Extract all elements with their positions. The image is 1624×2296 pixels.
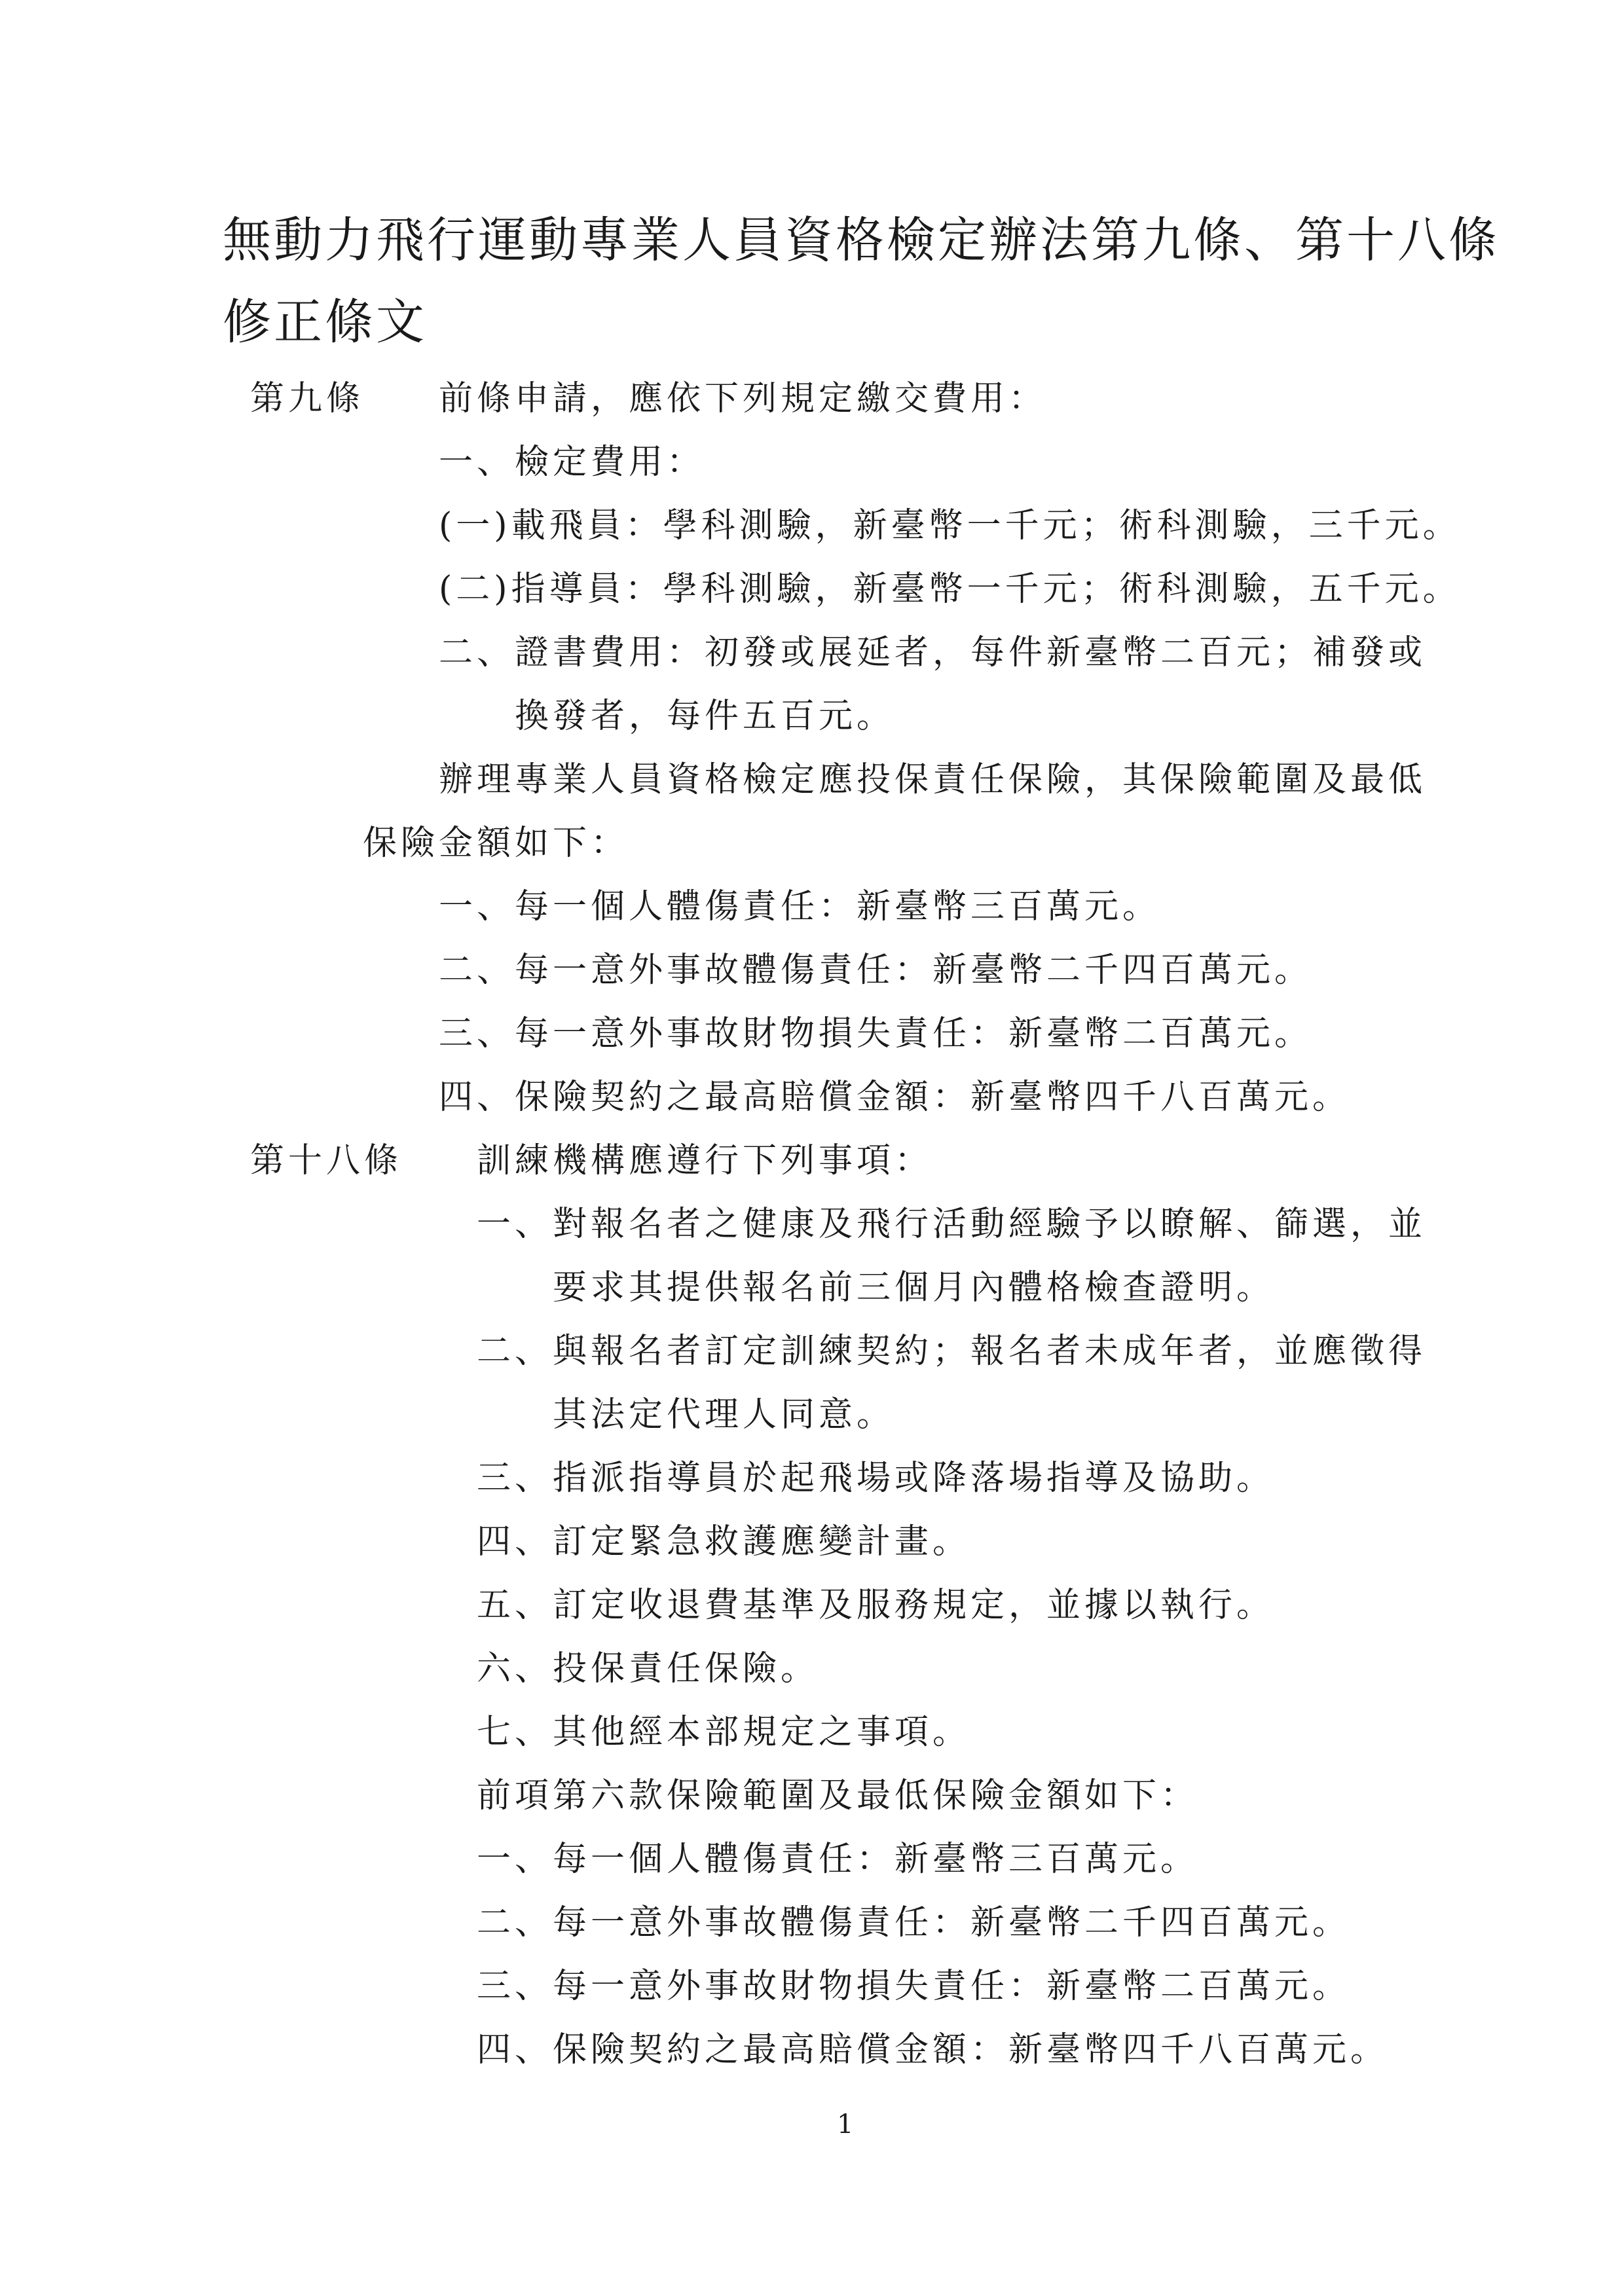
insurance-item-3: 三、每一意外事故財物損失責任：新臺幣二百萬元。 — [439, 1014, 1313, 1053]
fee-item-1: 一、檢定費用： — [439, 443, 705, 482]
insurance-item-1: 一、每一個人體傷責任：新臺幣三百萬元。 — [439, 887, 1161, 926]
duty-item-7: 七、其他經本部規定之事項。 — [477, 1713, 971, 1752]
insurance-item-4: 四、保險契約之最高賠償金額：新臺幣四千八百萬元。 — [477, 2030, 1389, 2069]
insurance-item-2: 二、每一意外事故體傷責任：新臺幣二千四百萬元。 — [439, 951, 1313, 990]
article-18-label: 第十八條 — [250, 1141, 403, 1180]
insurance-item-2: 二、每一意外事故體傷責任：新臺幣二千四百萬元。 — [477, 1903, 1351, 1942]
fee-item-1-2: (二)指導員：學科測驗，新臺幣一千元；術科測驗，五千元。 — [439, 570, 1461, 609]
article-18-intro: 訓練機構應遵行下列事項： — [477, 1141, 933, 1180]
insurance-item-4: 四、保險契約之最高賠償金額：新臺幣四千八百萬元。 — [439, 1078, 1351, 1117]
insurance-item-3: 三、每一意外事故財物損失責任：新臺幣二百萬元。 — [477, 1967, 1351, 2006]
duty-item-1-line-2: 要求其提供報名前三個月內體格檢查證明。 — [553, 1268, 1275, 1307]
insurance-paragraph-line-1: 辦理專業人員資格檢定應投保責任保險，其保險範圍及最低 — [439, 760, 1427, 799]
fee-item-2-line-2: 換發者，每件五百元。 — [515, 697, 895, 736]
insurance-item-1: 一、每一個人體傷責任：新臺幣三百萬元。 — [477, 1840, 1199, 1879]
duty-item-1-line-1: 一、對報名者之健康及飛行活動經驗予以瞭解、篩選，並 — [477, 1205, 1427, 1244]
fee-item-2-line-1: 二、證書費用：初發或展延者，每件新臺幣二百元；補發或 — [439, 633, 1427, 672]
duty-item-3: 三、指派指導員於起飛場或降落場指導及協助。 — [477, 1459, 1275, 1498]
article-9-label: 第九條 — [250, 379, 365, 418]
duty-item-2-line-1: 二、與報名者訂定訓練契約；報名者未成年者，並應徵得 — [477, 1332, 1427, 1371]
duty-item-5: 五、訂定收退費基準及服務規定，並據以執行。 — [477, 1586, 1275, 1625]
title-line-1: 無動力飛行運動專業人員資格檢定辦法第九條、第十八條 — [223, 212, 1500, 268]
insurance-paragraph: 前項第六款保險範圍及最低保險金額如下： — [477, 1776, 1199, 1815]
article-9-intro: 前條申請，應依下列規定繳交費用： — [439, 379, 1047, 418]
duty-item-4: 四、訂定緊急救護應變計畫。 — [477, 1522, 971, 1561]
duty-item-2-line-2: 其法定代理人同意。 — [553, 1395, 895, 1434]
insurance-paragraph-line-2: 保險金額如下： — [363, 824, 629, 863]
title-line-2: 修正條文 — [223, 294, 427, 350]
duty-item-6: 六、投保責任保險。 — [477, 1649, 819, 1688]
fee-item-1-1: (一)載飛員：學科測驗，新臺幣一千元；術科測驗，三千元。 — [439, 506, 1461, 545]
page-number: 1 — [837, 2109, 854, 2140]
